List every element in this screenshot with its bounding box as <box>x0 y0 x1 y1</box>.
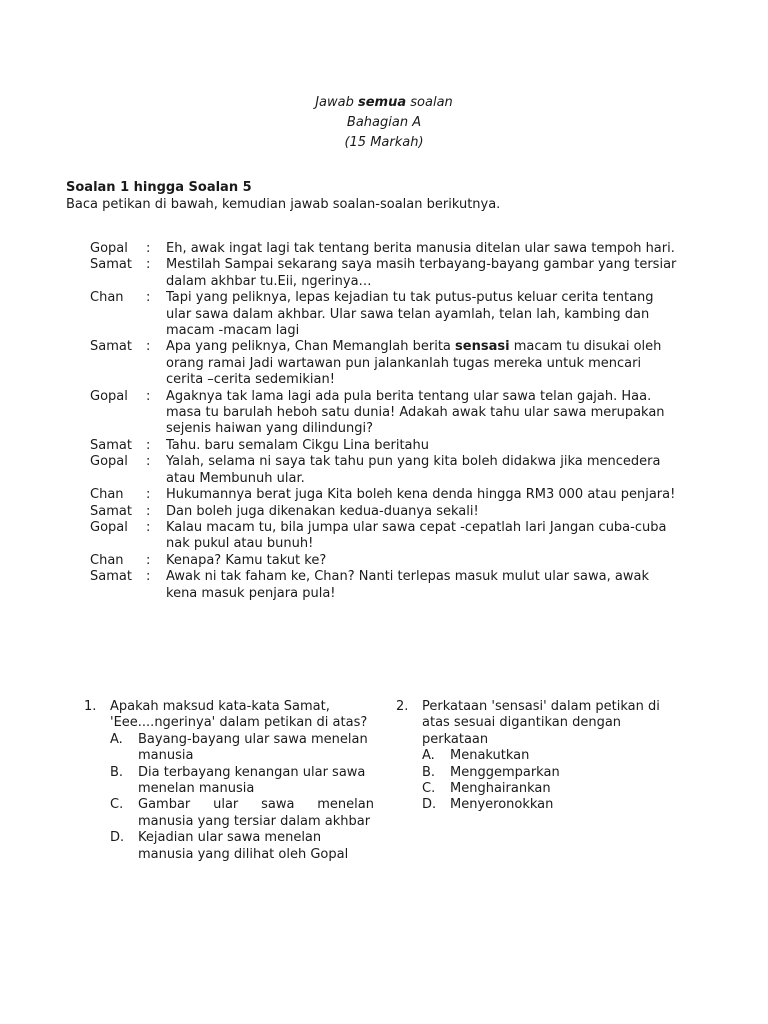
question-text: Perkataan 'sensasi' dalam petikan di atas sesuai digantikan dengan perkataan <box>422 699 660 747</box>
option-text: Dia terbayang kenangan ular sawa menelan manusia <box>138 764 366 797</box>
question-text: Apakah maksud kata-kata Samat, 'Eee....ngerinya' dalam petikan di atas? <box>110 699 368 731</box>
speaker-colon: : <box>146 519 151 535</box>
dialogue-line <box>90 553 682 569</box>
option-letter: A. <box>110 731 123 747</box>
speaker-colon: : <box>146 437 151 453</box>
answer-option <box>110 797 374 830</box>
speaker-colon: : <box>146 454 151 470</box>
dialogue-line <box>90 389 682 438</box>
speaker-name: Chan <box>90 552 124 568</box>
option-text: Menggemparkan <box>450 764 560 780</box>
speaker-colon: : <box>146 290 151 306</box>
option-text: Bayang-bayang ular sawa menelan manusia <box>138 731 368 764</box>
speaker-colon: : <box>146 487 151 503</box>
speaker-colon: : <box>146 339 151 355</box>
dialogue-line <box>90 504 682 520</box>
dialogue-line <box>90 257 682 290</box>
option-text: Menghairankan <box>450 781 551 797</box>
speaker-name: Gopal <box>90 241 128 256</box>
option-letter: C. <box>110 797 124 813</box>
speech-text: Hukumannya berat juga Kita boleh kena denda hingga RM3 000 atau penjara! <box>166 487 676 503</box>
header-instruction: Jawab semua soalan <box>315 95 453 110</box>
header-emphasis: semua <box>358 95 407 110</box>
speaker-name: Gopal <box>90 519 128 535</box>
option-text: Gambar ular sawa menelan manusia yang tersiar dalam akhbar <box>138 797 374 829</box>
speech-text: Yalah, selama ni saya tak tahu pun yang kita boleh didakwa jika mencedera atau Membunuh ular. <box>166 454 661 486</box>
speaker-name: Samat <box>90 257 132 273</box>
option-letter: B. <box>422 764 436 780</box>
speech-text: Kalau macam tu, bila jumpa ular sawa cepat -cepatlah lari Jangan cuba-cuba nak pukul atau bunuh! <box>166 519 667 552</box>
answer-option <box>422 748 686 764</box>
section-instruction: Baca petikan di bawah, kemudian jawab soalan-soalan berikutnya. <box>66 197 501 212</box>
question-number: 2. <box>396 699 409 714</box>
speaker-colon: : <box>146 552 151 568</box>
option-letter: D. <box>422 797 437 813</box>
dialogue-line <box>90 438 682 454</box>
option-text: Menakutkan <box>450 748 530 764</box>
speaker-name: Gopal <box>90 388 128 404</box>
speaker-name: Samat <box>90 503 132 519</box>
speaker-colon: : <box>146 257 151 273</box>
speaker-colon: : <box>146 388 151 404</box>
question-number: 1. <box>84 699 97 714</box>
speaker-colon: : <box>146 503 151 519</box>
speech-text: Eh, awak ingat lagi tak tentang berita manusia ditelan ular sawa tempoh hari. <box>166 241 675 256</box>
speech-text: Awak ni tak faham ke, Chan? Nanti terlepas masuk mulut ular sawa, awak kena masuk penjara pula! <box>166 569 649 601</box>
option-letter: A. <box>422 748 435 764</box>
keyword-sensasi: sensasi <box>455 339 510 355</box>
option-letter: C. <box>422 781 436 797</box>
section-title: Soalan 1 hingga Soalan 5 <box>66 180 252 195</box>
answer-option <box>110 830 374 863</box>
speaker-name: Samat <box>90 569 132 585</box>
speaker-name: Samat <box>90 339 132 355</box>
option-letter: D. <box>110 830 125 846</box>
dialogue-line <box>90 454 682 487</box>
exam-header <box>0 93 768 153</box>
speaker-name: Chan <box>90 487 124 503</box>
speaker-name: Gopal <box>90 454 128 470</box>
answer-option <box>422 797 686 813</box>
speech-text: Kenapa? Kamu takut ke? <box>166 552 327 568</box>
dialogue-line <box>90 339 682 388</box>
speaker-colon: : <box>146 569 151 585</box>
header-section: Bahagian A <box>346 115 422 130</box>
option-text: Kejadian ular sawa menelan manusia yang dilihat oleh Gopal <box>138 830 349 862</box>
speaker-colon: : <box>146 241 151 256</box>
speech-text: Apa yang peliknya, Chan Memanglah berita sensasi macam tu disukai oleh orang ramai Jadi wartawan pun jalankanlah tugas mereka untuk mencari cerita –cerita sedemikian! <box>166 339 662 388</box>
dialogue-passage <box>90 241 682 602</box>
answer-option <box>110 765 374 798</box>
dialogue-line <box>90 290 682 339</box>
speech-text: Mestilah Sampai sekarang saya masih terbayang-bayang gambar yang tersiar dalam akhbar tu.Eii, ngerinya… <box>166 257 677 289</box>
speaker-name: Chan <box>90 290 124 306</box>
question-1 <box>84 699 374 863</box>
speech-text: Tapi yang peliknya, lepas kejadian tu tak putus-putus keluar cerita tentang ular sawa dalam akhbar. Ular sawa telan ayamlah, telan lah, kambing dan macam -macam lagi <box>166 290 654 339</box>
dialogue-line <box>90 487 682 503</box>
answer-option <box>422 765 686 781</box>
header-marks: (15 Markah) <box>344 135 424 150</box>
speaker-name: Samat <box>90 437 132 453</box>
dialogue-line <box>90 520 682 553</box>
speech-text: Dan boleh juga dikenakan kedua-duanya sekali! <box>166 503 479 519</box>
option-text: Menyeronokkan <box>450 797 554 813</box>
speech-text: Agaknya tak lama lagi ada pula berita tentang ular sawa telan gajah. Haa. masa tu barulah heboh satu dunia! Adakah awak tahu ular sawa merupakan sejenis haiwan yang dilindungi? <box>166 388 665 437</box>
dialogue-line <box>90 241 682 257</box>
dialogue-line <box>90 569 682 602</box>
answer-option <box>110 732 374 765</box>
speech-text: Tahu. baru semalam Cikgu Lina beritahu <box>166 437 429 453</box>
question-2 <box>396 699 686 814</box>
answer-option <box>422 781 686 797</box>
option-letter: B. <box>110 764 124 780</box>
